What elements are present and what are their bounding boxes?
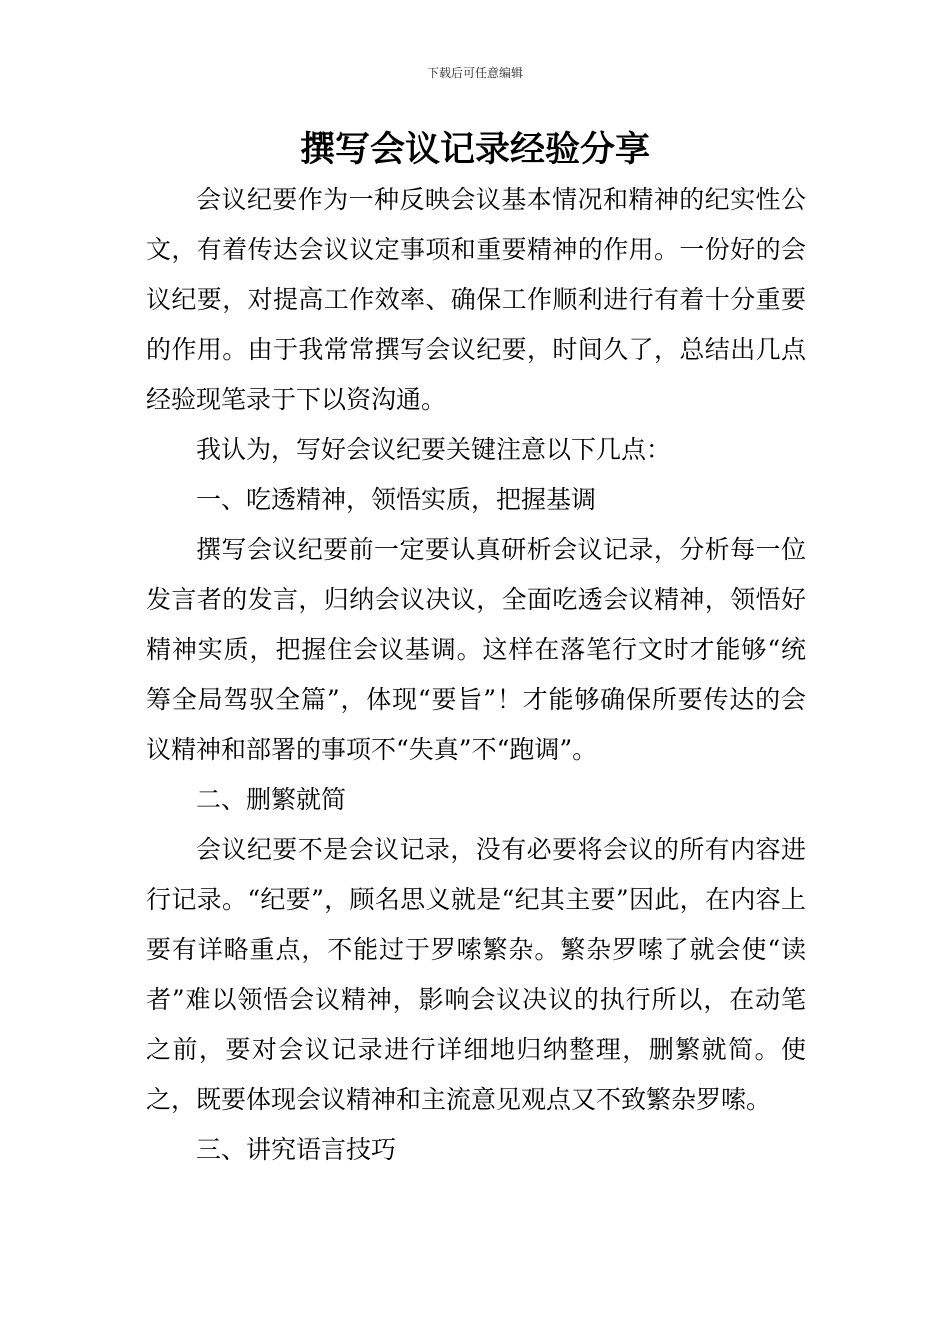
- document-title: 撰写会议记录经验分享: [299, 130, 650, 170]
- page-header-note: 下载后可任意编辑: [426, 66, 523, 80]
- section-heading-2: 二、删繁就简: [196, 785, 347, 814]
- section-heading-1: 一、吃透精神，领悟实质，把握基调: [196, 485, 597, 514]
- paragraph-section-1: 撰写会议纪要前一定要认真研析会议记录，分析每一位发言者的发言，归纳会议决议，全面吃透会议精神，领悟好精神实质，把握住会议基调。这样在落笔行文时才能够“统筹全局驾驭全篇”，体现“要旨”！才能够确保所要传达的会议精神和部署的事项不“失真”不“跑调”。: [146, 535, 806, 764]
- document-body: [146, 175, 806, 1175]
- paragraph-lead-in: 我认为，写好会议纪要关键注意以下几点：: [196, 435, 672, 464]
- paragraph-intro: 会议纪要作为一种反映会议基本情况和精神的纪实性公文，有着传达会议议定事项和重要精神的作用。一份好的会议纪要，对提高工作效率、确保工作顺利进行有着十分重要的作用。由于我常常撰写会议纪要，时间久了，总结出几点经验现笔录于下以资沟通。: [146, 185, 806, 414]
- paragraph-section-2: 会议纪要不是会议记录，没有必要将会议的所有内容进行记录。“纪要”，顾名思义就是“纪其主要”因此，在内容上要有详略重点，不能过于罗嗦繁杂。繁杂罗嗦了就会使“读者”难以领悟会议精神，影响会议决议的执行所以，在动笔之前，要对会议记录进行详细地归纳整理，删繁就简。使之，既要体现会议精神和主流意见观点又不致繁杂罗嗦。: [146, 835, 806, 1114]
- section-heading-3: 三、讲究语言技巧: [196, 1135, 397, 1164]
